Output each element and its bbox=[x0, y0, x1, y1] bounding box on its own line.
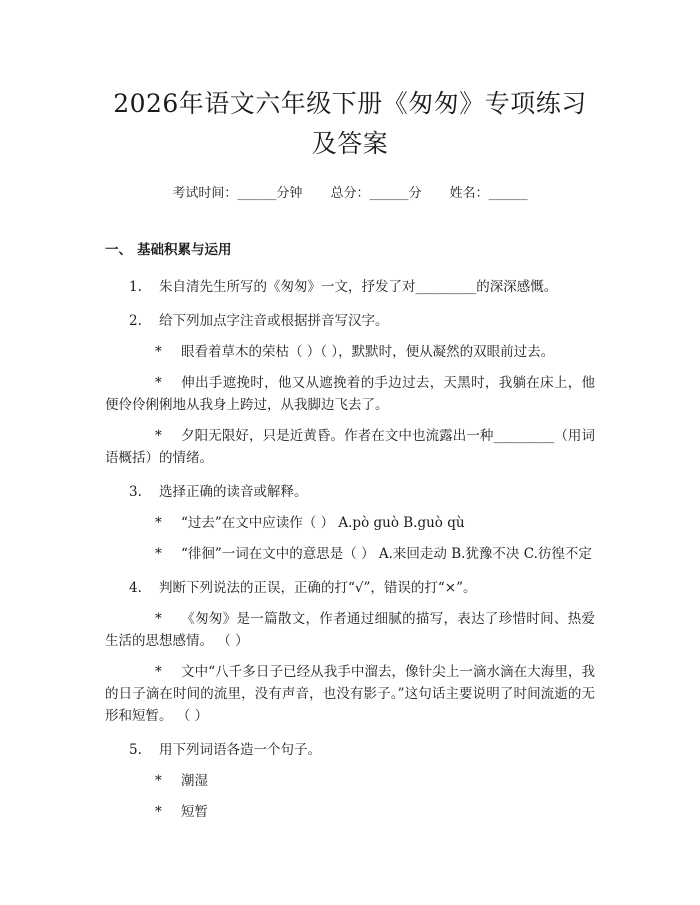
question-number: 2. bbox=[129, 313, 142, 329]
bullet: * bbox=[155, 428, 162, 444]
sub-item-text: “徘徊”一词在文中的意思是（ ） A.来回走动 B.犹豫不决 C.彷徨不定 bbox=[181, 546, 592, 562]
sub-item bbox=[105, 341, 595, 363]
total-score: 总分：______分 bbox=[330, 186, 422, 201]
sub-item-text: 文中“八千多日子已经从我手中溜去，像针尖上一滴水滴在大海里，我的日子滴在时间的流里，没有声音，也没有影子。”这句话主要说明了时间流逝的无形和短暂。 （ ） bbox=[105, 664, 595, 724]
section-label: 基础积累与运用 bbox=[137, 242, 232, 258]
sub-item bbox=[105, 801, 595, 823]
sub-item-text: 夕阳无限好，只是近黄昏。作者在文中也流露出一种_________（用词语概括）的情绪。 bbox=[105, 428, 595, 466]
sub-item bbox=[105, 543, 595, 565]
question-number: 4. bbox=[129, 580, 142, 596]
question-text: 给下列加点字注音或根据拼音写汉字。 bbox=[159, 313, 389, 329]
bullet: * bbox=[155, 546, 162, 562]
question-2 bbox=[105, 310, 595, 332]
bullet: * bbox=[155, 611, 162, 627]
bullet: * bbox=[155, 344, 162, 360]
sub-item bbox=[105, 661, 595, 727]
question-text: 用下列词语各造一个句子。 bbox=[159, 742, 321, 758]
section-heading bbox=[105, 240, 595, 260]
sub-item bbox=[105, 608, 595, 652]
document-title: 2026年语文六年级下册《匆匆》专项练习及答案 bbox=[113, 89, 587, 158]
bullet: * bbox=[155, 515, 162, 531]
student-name: 姓名：______ bbox=[449, 186, 528, 201]
question-4 bbox=[105, 577, 595, 599]
bullet: * bbox=[155, 773, 162, 789]
sub-item bbox=[105, 425, 595, 469]
exam-meta bbox=[105, 184, 595, 204]
question-5 bbox=[105, 739, 595, 761]
question-number: 3. bbox=[129, 484, 142, 500]
bullet: * bbox=[155, 375, 162, 391]
sub-item-text: “过去”在文中应读作（ ） A.pò guò B.guò qù bbox=[181, 515, 465, 531]
sub-item-text: 短暂 bbox=[181, 804, 208, 820]
sub-item-text: 《匆匆》是一篇散文，作者通过细腻的描写，表达了珍惜时间、热爱生活的思想感情。 （ ） bbox=[105, 611, 595, 649]
question-3 bbox=[105, 481, 595, 503]
question-text: 朱自清先生所写的《匆匆》一文，抒发了对_________的深深感慨。 bbox=[159, 279, 558, 295]
question-number: 5. bbox=[129, 742, 142, 758]
sub-item-text: 眼看着草木的荣枯（ ）（ ），默默时，便从凝然的双眼前过去。 bbox=[181, 344, 555, 360]
sub-item-text: 伸出手遮挽时，他又从遮挽着的手边过去，天黑时，我躺在床上，他便伶伶俐俐地从我身上跨过，从我脚边飞去了。 bbox=[105, 375, 595, 413]
question-number: 1. bbox=[129, 279, 142, 295]
sub-item bbox=[105, 770, 595, 792]
question-text: 判断下列说法的正误，正确的打“√”，错误的打“×”。 bbox=[159, 580, 477, 596]
sub-item bbox=[105, 512, 595, 534]
question-text: 选择正确的读音或解释。 bbox=[159, 484, 308, 500]
question-1 bbox=[105, 276, 595, 298]
sub-item-text: 潮湿 bbox=[181, 773, 208, 789]
bullet: * bbox=[155, 804, 162, 820]
sub-item bbox=[105, 372, 595, 416]
section-number: 一、 bbox=[105, 242, 132, 258]
exam-time: 考试时间：______分钟 bbox=[172, 186, 303, 201]
bullet: * bbox=[155, 664, 162, 680]
